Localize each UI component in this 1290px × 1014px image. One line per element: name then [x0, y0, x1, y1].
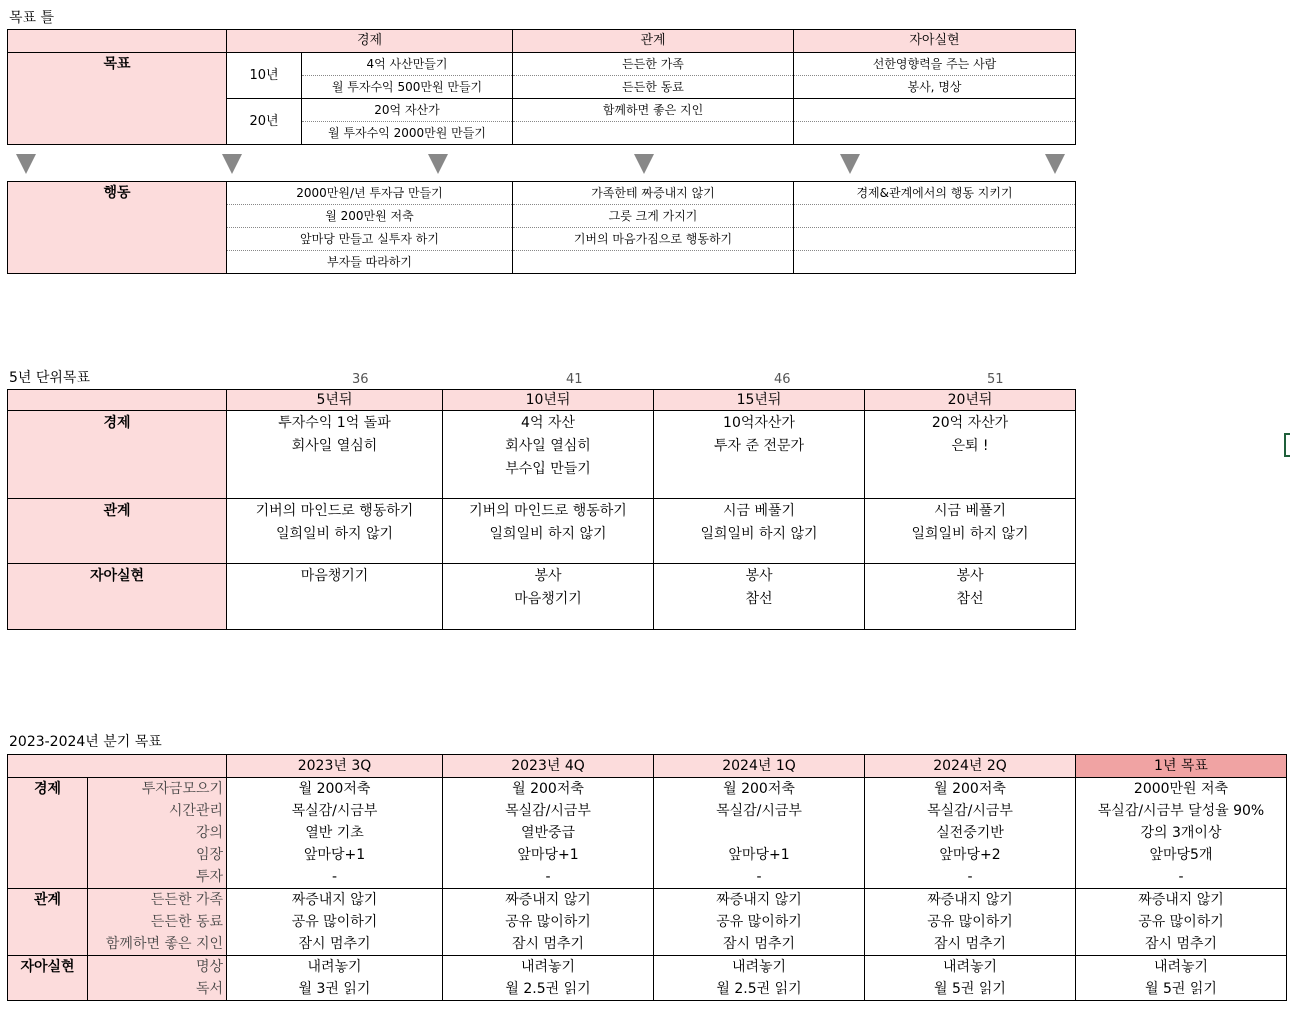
sub-label: 시간관리: [88, 800, 227, 822]
action-cell: 그릇 크게 가지기: [513, 205, 794, 228]
corner-cell: [8, 390, 227, 411]
quarter-cell: 공유 많이하기: [227, 911, 443, 933]
quarter-cell: 짜증내지 않기: [654, 889, 865, 912]
goal-cell: [513, 122, 794, 145]
action-cell: [794, 228, 1076, 251]
quarter-cell: 공유 많이하기: [654, 911, 865, 933]
age-label: 41: [566, 372, 583, 387]
age-label: 46: [774, 372, 791, 387]
sub-label: 임장: [88, 844, 227, 866]
year-20: 20년: [227, 99, 302, 145]
quarter-cell: 앞마당+2: [865, 844, 1076, 866]
goal-cell: 4억 사산만들기: [302, 53, 513, 76]
row-label-self: 자아실현: [8, 564, 227, 630]
corner-cell: [8, 755, 227, 778]
age-label: 51: [987, 372, 1004, 387]
quarter-cell: 잠시 멈추기: [443, 933, 654, 956]
action-cell: 앞마당 만들고 실투자 하기: [227, 228, 513, 251]
quarter-cell: 목실감/시금부: [443, 800, 654, 822]
quarter-cell: 짜증내지 않기: [443, 889, 654, 912]
goal-cell: 시금 베풀기 일희일비 하지 않기: [654, 499, 865, 564]
goal-cell: 4억 자산 회사일 열심히 부수입 만들기: [443, 411, 654, 499]
quarter-cell: 잠시 멈추기: [1076, 933, 1287, 956]
goal-cell: 20억 자산가: [302, 99, 513, 122]
period-header: 10년뒤: [443, 390, 654, 411]
quarter-cell: 공유 많이하기: [1076, 911, 1287, 933]
goal-cell: 든든한 가족: [513, 53, 794, 76]
quarter-header: 2023년 4Q: [443, 755, 654, 778]
quarter-cell: -: [865, 866, 1076, 889]
quarter-cell: 목실감/시금부: [865, 800, 1076, 822]
quarter-cell: 월 200저축: [227, 778, 443, 801]
period-header: 15년뒤: [654, 390, 865, 411]
sub-label: 함께하면 좋은 지인: [88, 933, 227, 956]
quarter-header: 2023년 3Q: [227, 755, 443, 778]
down-arrow-icon: [634, 154, 654, 174]
quarter-cell: 짜증내지 않기: [1076, 889, 1287, 912]
goal-cell: [794, 99, 1076, 122]
goal-cell: 월 투자수익 500만원 만들기: [302, 76, 513, 99]
down-arrow-icon: [428, 154, 448, 174]
group-label-self: 자아실현: [8, 956, 88, 1001]
quarter-cell: 공유 많이하기: [443, 911, 654, 933]
goal-cell: [794, 122, 1076, 145]
corner-cell: [8, 30, 227, 53]
quarter-cell: 내려놓기: [443, 956, 654, 979]
goal-cell: 투자수익 1억 돌파 회사일 열심히: [227, 411, 443, 499]
action-cell: 가족한테 짜증내지 않기: [513, 182, 794, 205]
quarter-cell: 월 200저축: [654, 778, 865, 801]
age-label: 36: [352, 372, 369, 387]
quarter-cell: 내려놓기: [227, 956, 443, 979]
goal-frame-table: [7, 29, 1076, 145]
quarter-cell: 잠시 멈추기: [654, 933, 865, 956]
quarter-cell: 월 2.5권 읽기: [443, 978, 654, 1001]
quarter-cell: 2000만원 저축: [1076, 778, 1287, 801]
action-cell: 부자들 따라하기: [227, 251, 513, 274]
down-arrow-icon: [222, 154, 242, 174]
goal-cell: 20억 자산가 은퇴 !: [865, 411, 1076, 499]
quarter-cell: 열반 기초: [227, 822, 443, 844]
action-cell: [794, 251, 1076, 274]
quarter-header: 2024년 1Q: [654, 755, 865, 778]
quarter-goal-table: [7, 754, 1287, 1001]
down-arrow-icon: [1045, 154, 1065, 174]
quarter-cell: 앞마당+1: [654, 844, 865, 866]
down-arrow-icon: [16, 154, 36, 174]
goal-cell: 10억자산가 투자 준 전문가: [654, 411, 865, 499]
action-cell: 경제&관계에서의 행동 지키기: [794, 182, 1076, 205]
action-table: [7, 181, 1076, 274]
quarter-cell: 잠시 멈추기: [865, 933, 1076, 956]
goal-cell: 마음챙기기: [227, 564, 443, 630]
cell-selection-edge: [1284, 433, 1290, 457]
quarter-cell: -: [443, 866, 654, 889]
year-goal-header: 1년 목표: [1076, 755, 1287, 778]
quarter-cell: -: [654, 866, 865, 889]
goal-cell: 선한영향력을 주는 사람: [794, 53, 1076, 76]
action-label: 행동: [8, 182, 227, 274]
group-label-econ: 경제: [8, 778, 88, 889]
goal-cell: 월 투자수익 2000만원 만들기: [302, 122, 513, 145]
period-header: 20년뒤: [865, 390, 1076, 411]
sub-label: 든든한 가족: [88, 889, 227, 912]
action-cell: 기버의 마음가짐으로 행동하기: [513, 228, 794, 251]
quarter-cell: 월 200저축: [443, 778, 654, 801]
sub-label: 든든한 동료: [88, 911, 227, 933]
quarter-cell: 월 5권 읽기: [1076, 978, 1287, 1001]
goal-cell: 든든한 동료: [513, 76, 794, 99]
goal-label: 목표: [8, 53, 227, 145]
quarter-cell: [654, 822, 865, 844]
quarter-header: 2024년 2Q: [865, 755, 1076, 778]
quarter-cell: 강의 3개이상: [1076, 822, 1287, 844]
period-header: 5년뒤: [227, 390, 443, 411]
quarter-cell: 목실감/시금부: [227, 800, 443, 822]
action-cell: [794, 205, 1076, 228]
sub-label: 명상: [88, 956, 227, 979]
quarter-cell: 내려놓기: [865, 956, 1076, 979]
row-label-rel: 관계: [8, 499, 227, 564]
goal-cell: 기버의 마인드로 행동하기 일희일비 하지 않기: [443, 499, 654, 564]
quarter-cell: 실전중기반: [865, 822, 1076, 844]
quarter-cell: 짜증내지 않기: [227, 889, 443, 912]
quarter-cell: 목실감/시금부 달성율 90%: [1076, 800, 1287, 822]
quarter-cell: 목실감/시금부: [654, 800, 865, 822]
quarter-cell: 내려놓기: [1076, 956, 1287, 979]
goal-cell: 함께하면 좋은 지인: [513, 99, 794, 122]
sub-label: 강의: [88, 822, 227, 844]
header-rel: 관계: [513, 30, 794, 53]
row-label-econ: 경제: [8, 411, 227, 499]
quarter-cell: 앞마당5개: [1076, 844, 1287, 866]
section1-title: 목표 틀: [9, 10, 55, 26]
sub-label: 투자: [88, 866, 227, 889]
sub-label: 독서: [88, 978, 227, 1001]
goal-cell: 시금 베풀기 일희일비 하지 않기: [865, 499, 1076, 564]
action-cell: [513, 251, 794, 274]
action-cell: 월 200만원 저축: [227, 205, 513, 228]
group-label-rel: 관계: [8, 889, 88, 956]
quarter-cell: 잠시 멈추기: [227, 933, 443, 956]
quarter-cell: -: [227, 866, 443, 889]
quarter-cell: 월 2.5권 읽기: [654, 978, 865, 1001]
down-arrow-icon: [840, 154, 860, 174]
header-self: 자아실현: [794, 30, 1076, 53]
quarter-cell: 월 5권 읽기: [865, 978, 1076, 1001]
header-econ: 경제: [227, 30, 513, 53]
sub-label: 투자금모으기: [88, 778, 227, 801]
quarter-cell: 앞마당+1: [227, 844, 443, 866]
quarter-cell: 내려놓기: [654, 956, 865, 979]
quarter-cell: 월 3권 읽기: [227, 978, 443, 1001]
quarter-cell: 열반중급: [443, 822, 654, 844]
goal-cell: 봉사 마음챙기기: [443, 564, 654, 630]
quarter-cell: 앞마당+1: [443, 844, 654, 866]
action-cell: 2000만원/년 투자금 만들기: [227, 182, 513, 205]
section3-title: 2023-2024년 분기 목표: [9, 734, 162, 750]
section2-title: 5년 단위목표: [9, 370, 90, 386]
goal-cell: 봉사, 명상: [794, 76, 1076, 99]
goal-cell: 봉사 참선: [865, 564, 1076, 630]
quarter-cell: -: [1076, 866, 1287, 889]
goal-cell: 봉사 참선: [654, 564, 865, 630]
year-10: 10년: [227, 53, 302, 99]
goal-cell: 기버의 마인드로 행동하기 일희일비 하지 않기: [227, 499, 443, 564]
five-year-goal-table: [7, 389, 1076, 630]
quarter-cell: 짜증내지 않기: [865, 889, 1076, 912]
quarter-cell: 공유 많이하기: [865, 911, 1076, 933]
quarter-cell: 월 200저축: [865, 778, 1076, 801]
